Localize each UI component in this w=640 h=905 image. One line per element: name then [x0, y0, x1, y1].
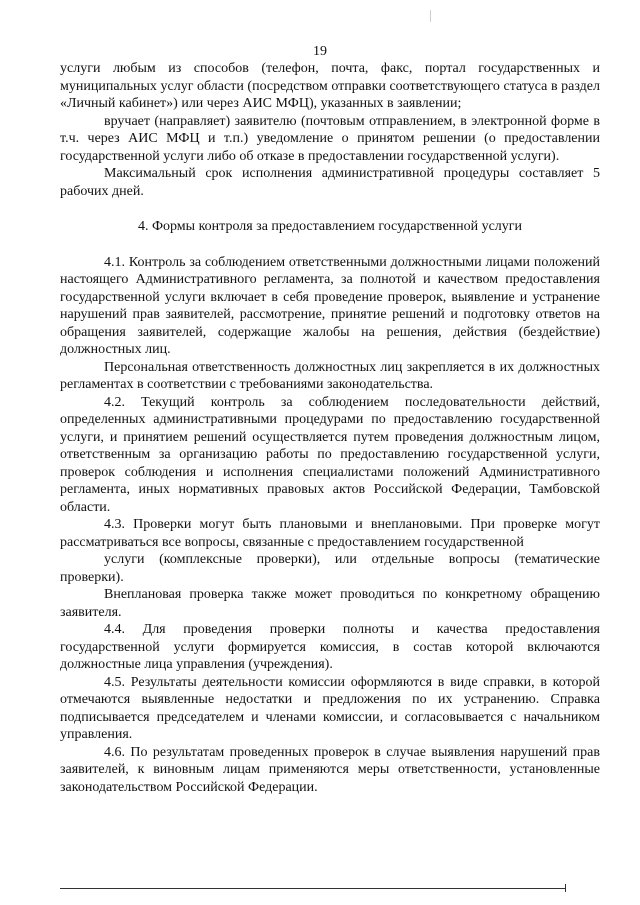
paragraph-4-2: 4.2. Текущий контроль за соблюдением последовательности действий, определенных административными процедурами по предоставлению государственной услуги, и принятием решений осуществляется путем проведения должностным лицом, ответственным за организацию работы по предоставлению государственной услуги, проверок соблюдения и исполнения специалистами положений Административного регламента, иных нормативных правовых актов Российской Федерации, Тамбовской области.	[60, 394, 600, 515]
paragraph-continuation: услуги любым из способов (телефон, почта, факс, портал государственных и муниципальных услуг области (посредством отправки соответствующего статуса в раздел «Личный кабинет») или через АИС МФЦ), указанных в заявлении;	[60, 61, 600, 111]
footer-rule-tick	[565, 884, 566, 892]
paragraph-4-3: 4.3. Проверки могут быть плановыми и внеплановыми. При проверке могут рассматриваться все вопросы, связанные с предоставлением государственной	[60, 517, 600, 550]
paragraph-max-term: Максимальный срок исполнения административной процедуры составляет 5 рабочих дней.	[60, 166, 600, 199]
scan-mark	[430, 10, 431, 22]
paragraph-4-1: 4.1. Контроль за соблюдением ответственными должностными лицами положений настоящего Административного регламента, за полнотой и качеством предоставления государственной услуги включает в себя проведение проверок, выявление и устранение нарушений прав заявителей, рассмотрение, принятие решений и подготовку ответов на обращения заявителей, содержащие жалобы на решения, действия (бездействие) должностных лиц.	[60, 254, 600, 357]
paragraph-4-4: 4.4. Для проведения проверки полноты и качества предоставления государственной услуги формируется комиссия, в состав которой включаются должностные лица управления (учреждения).	[60, 622, 600, 672]
paragraph-vruchaet: вручает (направляет) заявителю (почтовым отправлением, в электронной форме в т.ч. через АИС МФЦ и т.п.) уведомление о принятом решении (о предоставлении государственной услуги либо об отказе в предоставлении государственной услуги).	[60, 113, 600, 164]
paragraph-4-3-continued: услуги (комплексные проверки), или отдельные вопросы (тематические проверки).	[60, 552, 600, 585]
footer-rule	[60, 888, 565, 889]
paragraph-4-6: 4.6. По результатам проведенных проверок в случае выявления нарушений прав заявителей, к виновным лицам применяются меры ответственности, установленные законодательством Российской Федерации.	[60, 744, 600, 795]
document-body	[60, 60, 600, 796]
paragraph-4-5: 4.5. Результаты деятельности комиссии оформляются в виде справки, в которой отмечаются выявленные недостатки и предложения по их устранению. Справка подписывается председателем и членами комиссии, и согласовывается с начальником управления.	[60, 674, 600, 742]
paragraph-personal-responsibility: Персональная ответственность должностных лиц закрепляется в их должностных регламентах в соответствии с требованиями законодательства.	[60, 359, 600, 392]
section-heading: 4. Формы контроля за предоставлением государственной услуги	[137, 219, 523, 234]
paragraph-unscheduled-check: Внеплановая проверка также может проводиться по конкретному обращению заявителя.	[60, 587, 600, 620]
page-number: 19	[313, 44, 327, 59]
